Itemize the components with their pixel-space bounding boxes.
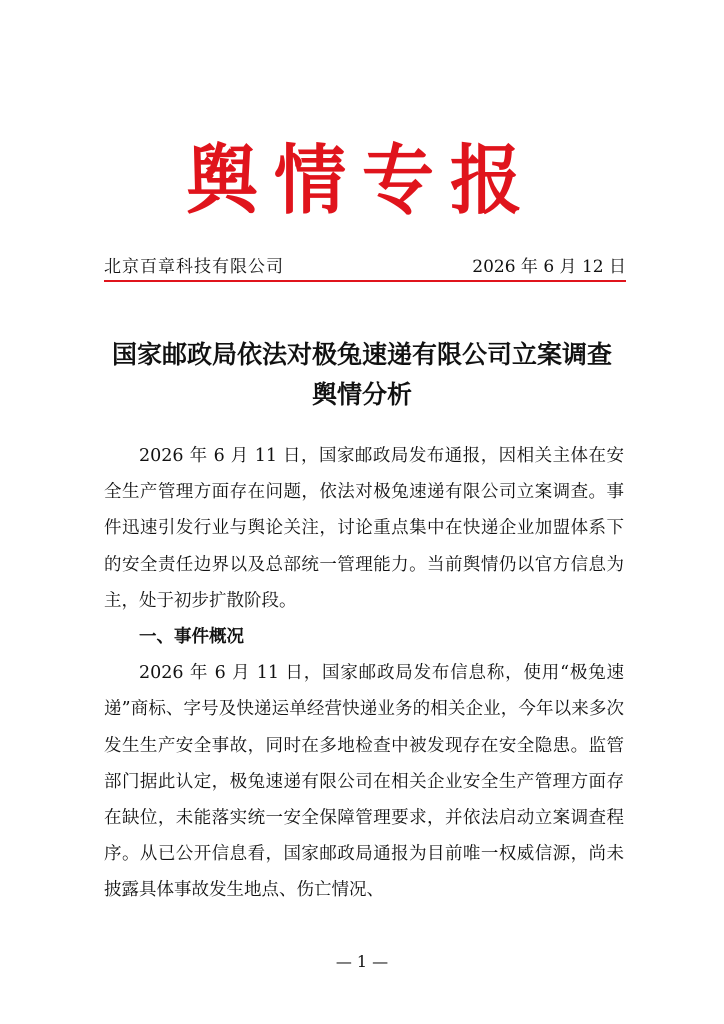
report-date: 2026 年 6 月 12 日 <box>472 257 626 277</box>
intro-paragraph: 2026 年 6 月 11 日，国家邮政局发布通报，因相关主体在安全生产管理方面存在问题，依法对极兔速递有限公司立案调查。事件迅速引发行业与舆论关注，讨论重点集中在快递企业加盟体系下的安全责任边界以及总部统一管理能力。当前舆情仍以官方信息为主，处于初步扩散阶段。 <box>104 446 624 611</box>
masthead-title: 舆情专报 <box>185 134 538 225</box>
title-line-1: 国家邮政局依法对极兔速递有限公司立案调查 <box>111 340 612 369</box>
red-divider <box>104 280 626 282</box>
section-paragraph: 2026 年 6 月 11 日，国家邮政局发布信息称，使用“极兔速递”商标、字号及快递运单经营快递业务的相关企业，今年以来多次发生生产安全事故，同时在多地检查中被发现存在安全隐患。监管部门据此认定，极兔速递有限公司在相关企业安全生产管理方面存在缺位，未能落实统一安全保障管理要求，并依法启动立案调查程序。从已公开信息看，国家邮政局通报为目前唯一权威信源，尚未披露具体事故发生地点、伤亡情况、 <box>104 663 624 901</box>
organization-name: 北京百章科技有限公司 <box>104 257 284 277</box>
section-heading: 一、事件概况 <box>139 627 244 648</box>
header-meta <box>104 254 626 280</box>
document-title <box>90 335 634 415</box>
page-number: — 1 — <box>335 952 389 971</box>
title-line-2: 舆情分析 <box>311 380 412 409</box>
document-body <box>104 438 624 909</box>
